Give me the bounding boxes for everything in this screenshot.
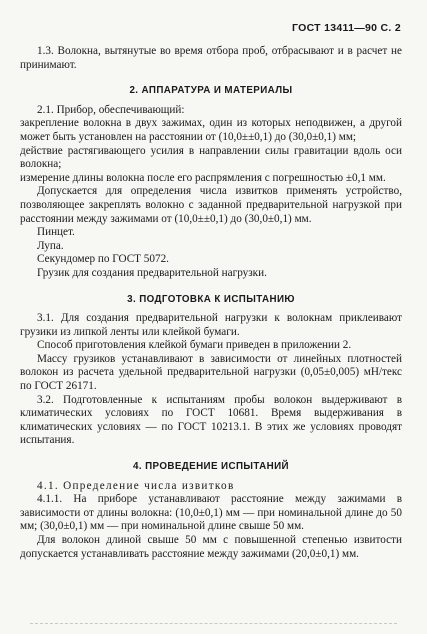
paragraph-2-1: 2.1. Прибор, обеспечивающий: — [37, 103, 185, 116]
section-2-heading: 2. АППАРАТУРА И МАТЕРИАЛЫ — [129, 85, 293, 97]
tool-item: Лупа. — [37, 239, 64, 252]
paragraph-allowed-device: Допускается для определения числа извитков применять устройство, позволяющее закреплять волокно с заданной предварительной нагрузкой при расстоянии между зажимами от (10,0±±0,1) до (30,0±0,1) мм. — [20, 185, 402, 225]
subsection-4-1-heading: 4.1. Определение числа извитков — [37, 479, 235, 492]
tool-item: Грузик для создания предварительной нагрузки. — [37, 266, 267, 279]
requirement-item: закрепление волокна в двух зажимах, один из которых неподвижен, а другой может быть установлен на расстоянии от (10,0±±0,1) до (30,0±0,1) мм; — [20, 117, 402, 143]
section-4-heading: 4. ПРОВЕДЕНИЕ ИСПЫТАНИЙ — [132, 461, 289, 473]
paragraph-3-1: 3.1. Для создания предварительной нагрузки к волокнам приклеивают грузики из липкой ленты или клейкой бумаги. — [20, 312, 402, 338]
paragraph-4-1-1-long-fibres: Для волокон длиной свыше 50 мм с повышенной степенью извитости допускается устанавливать расстояние между зажимами (20,0±0,1) мм. — [20, 534, 402, 560]
paragraph-4-1-1: 4.1.1. На приборе устанавливают расстояние между зажимами в зависимости от длины волокна: (10,0±0,1) мм — при номинальной длине до 50 мм; (30,0±0,1) мм — при номинальной длине свыше 50 мм. — [20, 493, 402, 533]
tool-item: Пинцет. — [37, 226, 75, 239]
paragraph-3-2: 3.2. Подготовленные к испытаниям пробы волокон выдерживают в климатических условиях по ГОСТ 10681. Время выдерживания в климатических условиях — по ГОСТ 10213.1. В этих же условиях проводят испытания. — [20, 393, 402, 447]
paragraph-3-1-method: Способ приготовления клейкой бумаги приведен в приложении 2. — [37, 339, 352, 352]
paragraph-3-1-mass: Массу грузиков устанавливают в зависимости от линейных плотностей волокон из расчета удельной предварительной нагрузки (0,05±0,005) мН/текс по ГОСТ 26171. — [20, 352, 402, 393]
page-content — [20, 45, 402, 561]
requirement-item: измерение длины волокна после его распрямления с погрешностью ±0,1 мм. — [20, 171, 386, 184]
running-header: ГОСТ 13411—90 С. 2 — [291, 22, 401, 34]
section-3-heading: 3. ПОДГОТОВКА К ИСПЫТАНИЮ — [127, 293, 295, 305]
requirement-item: действие растягивающего усилия в направлении силы гравитации вдоль оси волокна; — [20, 144, 402, 171]
tool-item: Секундомер по ГОСТ 5072. — [37, 253, 169, 266]
scan-edge-line — [30, 623, 397, 624]
paragraph-1-3: 1.3. Волокна, вытянутые во время отбора проб, отбрасывают и в расчет не принимают. — [20, 45, 402, 71]
